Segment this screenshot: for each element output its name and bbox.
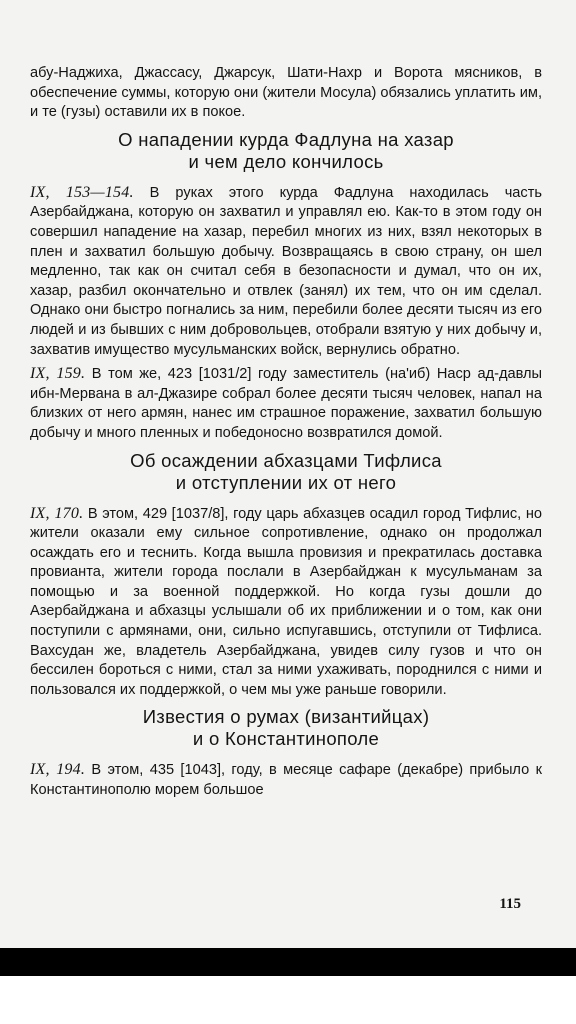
entry-text: В руках этого курда Фадлуна находилась часть Азербайджана, которую он захватил и управлял ею. Как-то в этом году он совершил нападение на хазар, перебил многих из них, взял некоторых в плен и захватил большую добычу. Возвращаясь в свою страну, он шел медленно, так как он считал себя в безопасности и думал, что он их, хазар, разбил окончательно и отвлек (занял) их тем, что он им сделал. Однако они быстро погнались за ним, перебили более десяти тысяч из его людей и из бывших с ним добровольцев, отобрали взятую у них добычу и, захватив имущество мусульманских войск, вернулись обратно. xyxy=(30,184,543,358)
entry-paragraph xyxy=(30,504,542,701)
source-reference: IX, 170. xyxy=(30,504,84,522)
source-reference: IX, 159. xyxy=(30,365,86,383)
entry-text: В этом, 429 [1037/8], году царь абхазцев осадил город Тифлис, но жители оказали ему сильное сопротивление, однако он продолжал осаждать его и теснить. Когда вышла провизия и прекратилась доставка провианта, жители города послали в Азербайджан к мусульманам за помощью и за военной поддержкой. Но когда гузы дошли до Азербайджана и абхазцы услышали об их приближении и о том, как они поступили с армянами, они, сильно испугавшись, отступили от Тифлиса. Вахсудан же, владетель Азербайджана, увидев силу гузов и что он бессилен бороться с ними, стал за ними ухаживать, породнился с ними и пользовался их поддержкой, о чем мы уже раньше говорили. xyxy=(30,505,542,698)
page-number: 115 xyxy=(499,896,521,912)
entry-paragraph xyxy=(30,760,542,800)
entry-paragraph xyxy=(30,364,542,443)
entry-paragraph xyxy=(30,183,542,360)
heading-line: Об осаждении абхазцами Тифлиса xyxy=(130,449,442,471)
heading-line: и о Константинополе xyxy=(192,728,380,750)
page-content xyxy=(30,64,542,805)
heading-line: и чем дело кончилось xyxy=(188,150,384,172)
section-heading-fadlun xyxy=(30,129,542,173)
bottom-black-bar xyxy=(0,948,576,976)
section-heading-rum xyxy=(30,706,542,750)
heading-line: О нападении курда Фадлуна на хазар xyxy=(118,128,454,150)
heading-line: Известия о румах (византийцах) xyxy=(142,706,430,728)
heading-line: и отступлении их от него xyxy=(175,471,397,493)
entry-text: В этом, 435 [1043], году, в месяце сафаре (декабре) прибыло к Константинополю морем большое xyxy=(30,762,542,799)
source-reference: IX, 194. xyxy=(30,761,86,779)
section-heading-tiflis xyxy=(30,450,542,494)
continuation-paragraph: абу-Наджиха, Джассасу, Джарсук, Шати-Нахр и Ворота мясников, в обеспечение суммы, которую они (жители Мосула) обязались уплатить им, и те (гузы) оставили их в покое. xyxy=(30,65,542,121)
entry-text: В том же, 423 [1031/2] году заместитель (на'иб) Наср ад-давлы ибн-Мервана в ал-Джазире собрал более десяти тысяч человек, напал на близких от него армян, нанес им страшное поражение, захватил большую добычу и много пленных и победоносно возвратился домой. xyxy=(30,366,543,441)
bottom-blank-area xyxy=(0,976,576,1024)
source-reference: IX, 153—154. xyxy=(30,183,134,201)
